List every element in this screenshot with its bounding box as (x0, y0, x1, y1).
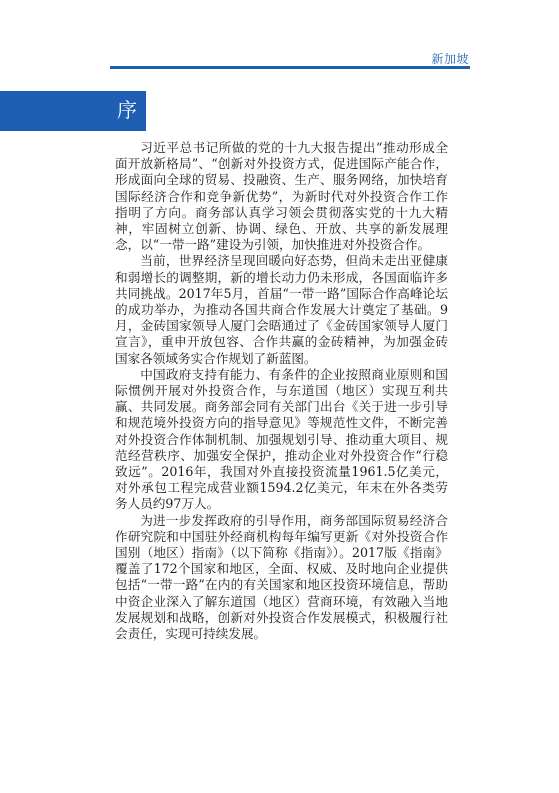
paragraph-4: 为进一步发挥政府的引导作用，商务部国际贸易经济合作研究院和中国驻外经商机构每年编写更新《对外投资合作国别（地区）指南》（以下简称《指南》）。2017版《指南》覆盖了172个国家和地区，全面、权威、及时地向企业提供包括“一带一路”在内的有关国家和地区投资环境信息，帮助中资企业深入了解东道国（地区）营商环境，有效融入当地发展规划和战略，创新对外投资合作发展模式，积极履行社会责任，实现可持续发展。 (115, 512, 448, 642)
paragraph-2: 当前，世界经济呈现回暖向好态势，但尚未走出亚健康和弱增长的调整期，新的增长动力仍未形成，各国面临许多共同挑战。2017年5月，首届“一带一路”国际合作高峰论坛的成功举办，为推动各国共商合作发展大计奠定了基础。9月，金砖国家领导人厦门会晤通过了《金砖国家领导人厦门宣言》，重申开放包容、合作共赢的金砖精神，为加强金砖国家各领域务实合作规划了新蓝图。 (115, 253, 448, 366)
country-header-label: 新加坡 (431, 52, 469, 66)
paragraph-3: 中国政府支持有能力、有条件的企业按照商业原则和国际惯例开展对外投资合作，与东道国（地区）实现互利共赢、共同发展。商务部会同有关部门出台《关于进一步引导和规范境外投资方向的指导意见》等规范性文件，不断完善对外投资合作体制机制、加强规划引导、推动重大项目、规范经营秩序、加强安全保护，推动企业对外投资合作“行稳致远”。2016年，我国对外直接投资流量1961.5亿美元，对外承包工程完成营业额1594.2亿美元，年末在外各类劳务人员约97万人。 (115, 366, 448, 512)
paragraph-1: 习近平总书记所做的党的十九大报告提出“推动形成全面开放新格局”、“创新对外投资方式，促进国际产能合作，形成面向全球的贸易、投融资、生产、服务网络，加快培育国际经济合作和竞争新优势”，为新时代对外投资合作工作指明了方向。商务部认真学习领会贯彻落实党的十九大精神，牢固树立创新、协调、绿色、开放、共享的新发展理念，以“一带一路”建设为引领，加快推进对外投资合作。 (115, 140, 448, 253)
header-divider (110, 66, 470, 69)
preface-body (115, 140, 448, 642)
section-title: 序 (117, 98, 137, 122)
